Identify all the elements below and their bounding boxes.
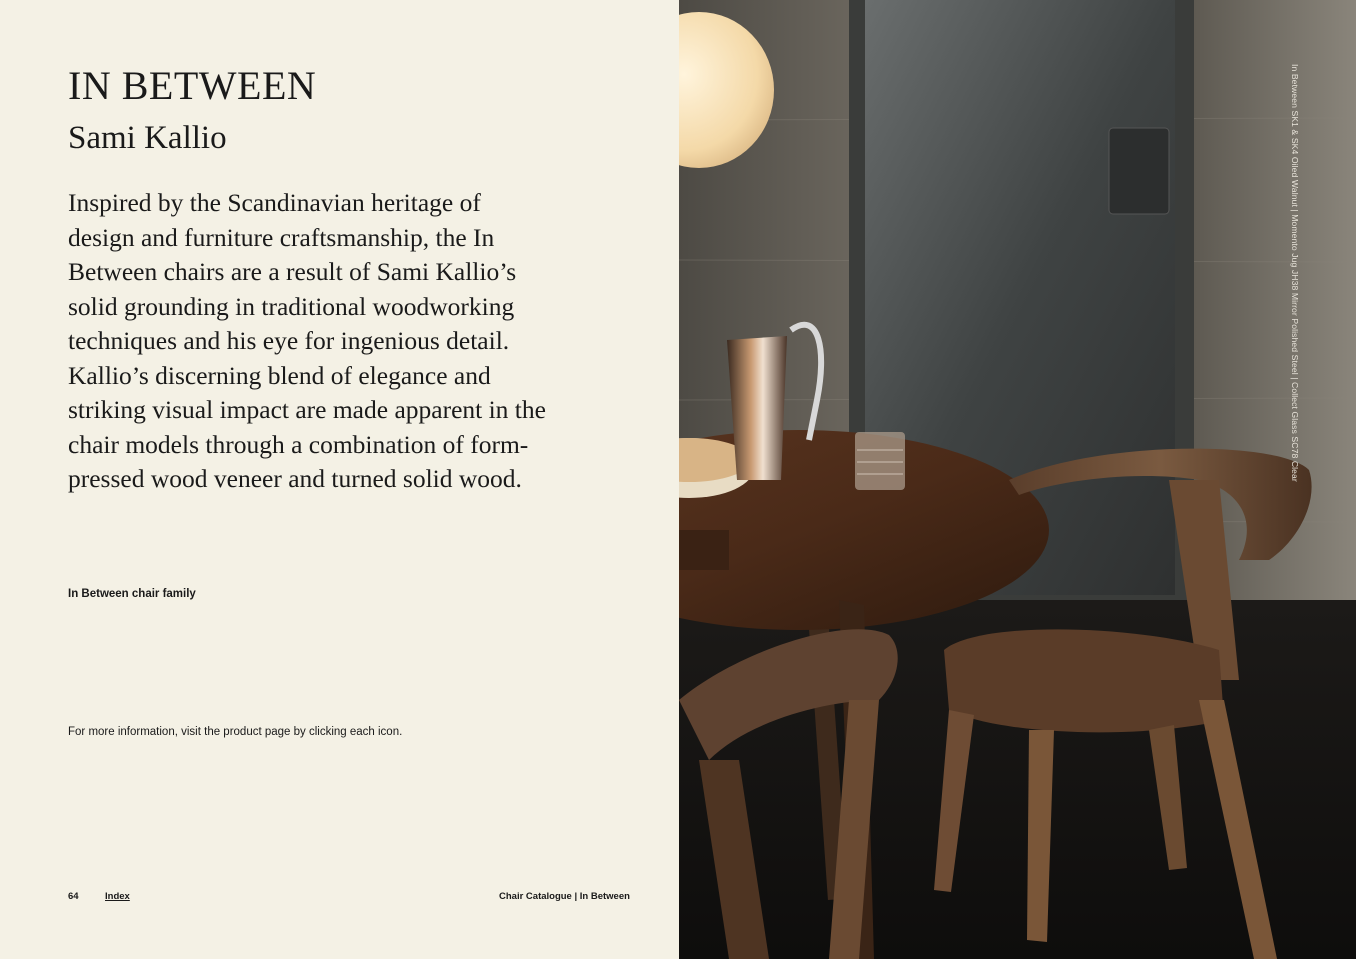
photo-page — [679, 0, 1356, 959]
dining-scene-photo — [679, 0, 1356, 959]
designer-name: Sami Kallio — [68, 120, 227, 156]
page-number: 64 — [68, 891, 79, 902]
running-head: Chair Catalogue | In Between — [499, 891, 630, 902]
chair-family-caption: In Between chair family — [68, 588, 196, 600]
photo-credit: In Between SK1 & SK4 Oiled Walnut | Momento Jug JH38 Mirror Polished Steel | Collect Glass SC78 Clear — [1290, 64, 1300, 482]
index-link[interactable]: Index — [105, 891, 130, 902]
page-title: IN BETWEEN — [68, 63, 317, 108]
info-note: For more information, visit the product page by clicking each icon. — [68, 726, 403, 738]
description-paragraph: Inspired by the Scandinavian heritage of design and furniture craftsmanship, the In Between chairs are a result of Sami Kallio’s solid grounding in traditional woodworking techniques and his eye for ingenious detail. Kallio’s discerning blend of elegance and striking visual impact are made apparent in the chair models through a combination of form-pressed wood veneer and turned solid wood. — [68, 188, 546, 493]
